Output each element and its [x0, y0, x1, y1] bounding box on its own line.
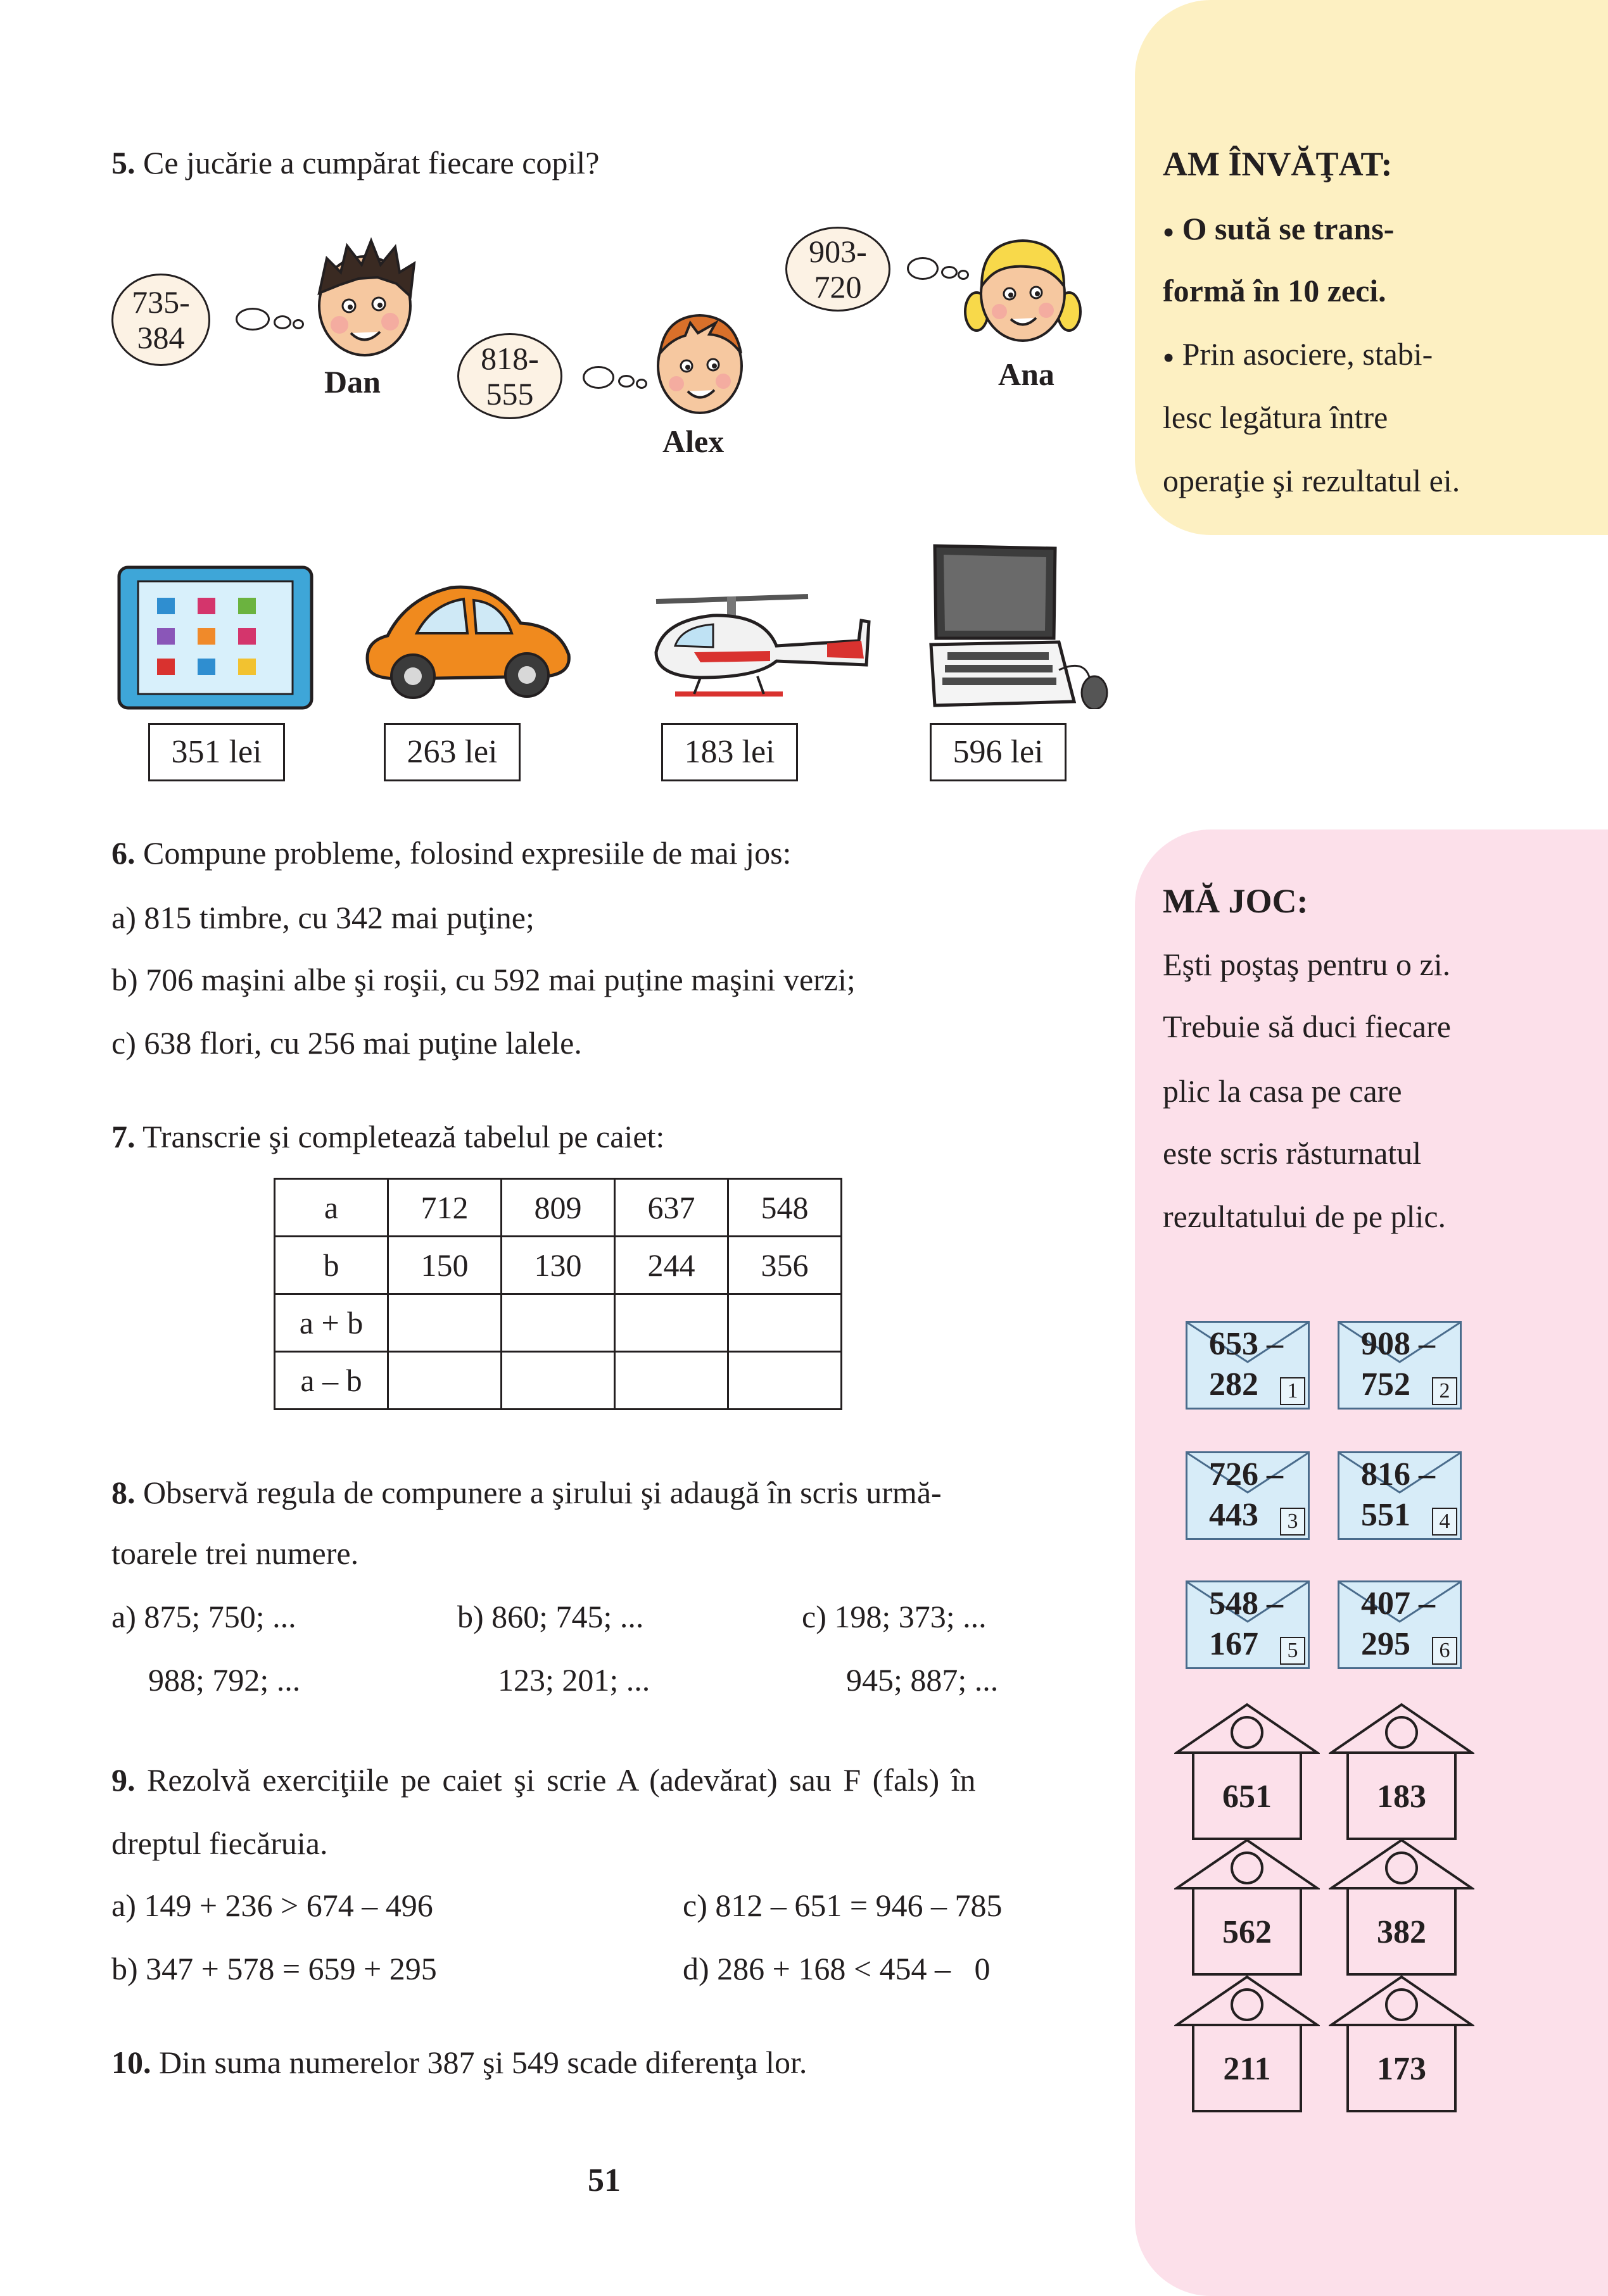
- learned-item-1-line-1: [1163, 213, 1394, 244]
- envelope-top: 653 –: [1209, 1326, 1283, 1362]
- table-cell: 244: [615, 1237, 728, 1294]
- exercise-number: 8.: [111, 1475, 136, 1510]
- table-row: [275, 1294, 842, 1352]
- table-cell: 548: [728, 1179, 842, 1237]
- house-number: 382: [1377, 1914, 1426, 1950]
- house-6[interactable]: [1329, 1974, 1474, 2114]
- table-row: [275, 1237, 842, 1294]
- exercise-5-heading: [111, 147, 599, 179]
- envelope-top: 548 –: [1209, 1586, 1283, 1622]
- learned-panel: [1135, 0, 1608, 535]
- envelope-top: 816 –: [1361, 1456, 1435, 1492]
- envelope-5[interactable]: [1186, 1580, 1310, 1669]
- exercise-6-heading: [111, 837, 791, 869]
- exercise-8-c2: 945; 887; ...: [846, 1662, 999, 1698]
- exercise-text: Observă regula de compunere a şirului şi adaugă în scris urmă-: [143, 1475, 942, 1510]
- exercise-7-heading: [111, 1121, 664, 1152]
- envelope-number: 2: [1432, 1377, 1457, 1405]
- exercise-8-b1: b) 860; 745; ...: [457, 1599, 644, 1634]
- girl-ana-icon: [963, 223, 1083, 350]
- exercise-9-d: d) 286 + 168 < 454 – 0: [683, 1951, 991, 1986]
- exercise-number: 7.: [111, 1119, 136, 1154]
- learned-item-1-line-2: formă în 10 zeci.: [1163, 273, 1386, 308]
- table-cell: [615, 1294, 728, 1352]
- boy-dan-icon: [301, 233, 428, 360]
- exercise-8-heading: [111, 1477, 942, 1508]
- learned-item-2-line-3: operaţie şi rezultatul ei.: [1163, 463, 1460, 498]
- envelope-6[interactable]: [1338, 1580, 1462, 1669]
- bubble-line: 720: [814, 269, 862, 305]
- table-cell: [388, 1294, 502, 1352]
- exercise-number: 9.: [111, 1762, 136, 1798]
- table-cell: 712: [388, 1179, 502, 1237]
- game-line: Eşti poştaş pentru o zi.: [1163, 947, 1451, 982]
- exercise-9-text-line-2: dreptul fiecăruia.: [111, 1826, 328, 1861]
- exercise-9-a: a) 149 + 236 > 674 – 496: [111, 1888, 433, 1923]
- learned-title: AM ÎNVĂŢAT:: [1163, 145, 1393, 183]
- price-box: 263 lei: [384, 723, 521, 781]
- table-cell: [502, 1352, 615, 1410]
- exercise-8-b2: 123; 201; ...: [498, 1662, 650, 1698]
- thought-bubble-alex: [457, 333, 562, 419]
- house-5[interactable]: [1174, 1974, 1320, 2114]
- table-cell: [502, 1294, 615, 1352]
- bubble-dot: [618, 375, 635, 388]
- house-number: 211: [1223, 2051, 1271, 2087]
- envelope-bottom: 295: [1361, 1626, 1410, 1662]
- table-cell: [615, 1352, 728, 1410]
- game-line: rezultatului de pe plic.: [1163, 1199, 1447, 1234]
- exercise-8-a2: 988; 792; ...: [148, 1662, 301, 1698]
- bubble-line: 555: [486, 376, 534, 412]
- bubble-dot: [274, 315, 291, 329]
- table-cell: 150: [388, 1237, 502, 1294]
- house-icon: [1174, 1974, 1320, 2114]
- price-box: 596 lei: [930, 723, 1067, 781]
- boy-alex-icon: [646, 298, 754, 418]
- bubble-dot: [941, 266, 958, 279]
- thought-bubble-ana: [785, 227, 890, 312]
- envelope-2[interactable]: [1338, 1321, 1462, 1410]
- house-3[interactable]: [1174, 1838, 1320, 1977]
- table-cell: [388, 1352, 502, 1410]
- bubble-line: 818-: [481, 341, 539, 376]
- table-cell: [728, 1352, 842, 1410]
- learned-text: Prin asociere, stabi-: [1182, 336, 1433, 372]
- house-4[interactable]: [1329, 1838, 1474, 1977]
- house-icon: [1329, 1974, 1474, 2114]
- tablet-icon: [117, 565, 314, 710]
- exercise-9-c: c) 812 – 651 = 946 – 785: [683, 1888, 1003, 1923]
- learned-item-2-line-1: [1163, 338, 1433, 370]
- envelope-top: 726 –: [1209, 1456, 1283, 1492]
- bubble-dot: [583, 366, 614, 389]
- price-box: 351 lei: [148, 723, 285, 781]
- exercise-text: Ce jucărie a cumpărat fiecare copil?: [143, 145, 600, 180]
- envelope-3[interactable]: [1186, 1451, 1310, 1540]
- house-number: 183: [1377, 1779, 1426, 1815]
- game-line: este scris răsturnatul: [1163, 1135, 1422, 1171]
- exercise-9-heading: [111, 1764, 976, 1796]
- table-row: [275, 1179, 842, 1237]
- exercise-6-b: b) 706 maşini albe şi roşii, cu 592 mai puţine maşini verzi;: [111, 962, 856, 997]
- exercise-8-c1: c) 198; 373; ...: [802, 1599, 987, 1634]
- game-title: MĂ JOC:: [1163, 882, 1308, 920]
- child-name-dan: Dan: [324, 364, 381, 400]
- envelope-bottom: 443: [1209, 1497, 1258, 1533]
- house-2[interactable]: [1329, 1702, 1474, 1841]
- house-icon: [1174, 1838, 1320, 1977]
- envelope-1[interactable]: [1186, 1321, 1310, 1410]
- page-number: 51: [588, 2162, 621, 2198]
- table-cell: 130: [502, 1237, 615, 1294]
- exercise-text: Compune probleme, folosind expresiile de mai jos:: [143, 835, 792, 871]
- bubble-dot: [907, 257, 939, 280]
- toy-car-icon: [356, 572, 579, 705]
- exercise-6-c: c) 638 flori, cu 256 mai puţine lalele.: [111, 1025, 582, 1061]
- envelope-number: 4: [1432, 1508, 1457, 1536]
- envelope-bottom: 282: [1209, 1366, 1258, 1403]
- table-row: [275, 1352, 842, 1410]
- game-line: plic la casa pe care: [1163, 1073, 1402, 1109]
- house-number: 173: [1377, 2051, 1426, 2087]
- bullet-icon: ●: [1163, 346, 1175, 368]
- bullet-icon: ●: [1163, 221, 1175, 243]
- exercise-8-a1: a) 875; 750; ...: [111, 1599, 296, 1634]
- house-icon: [1329, 1702, 1474, 1841]
- envelope-number: 1: [1280, 1377, 1305, 1405]
- exercise-8-text-line-2: toarele trei numere.: [111, 1536, 359, 1571]
- envelope-bottom: 551: [1361, 1497, 1410, 1533]
- envelope-bottom: 167: [1209, 1626, 1258, 1662]
- learned-item-2-line-2: lesc legătura între: [1163, 400, 1388, 435]
- exercise-number: 5.: [111, 145, 136, 180]
- table-cell: b: [275, 1237, 388, 1294]
- exercise-text: Transcrie şi completează tabelul pe caiet:: [142, 1119, 665, 1154]
- child-name-alex: Alex: [662, 424, 725, 459]
- envelope-4[interactable]: [1338, 1451, 1462, 1540]
- exercise-text: Rezolvă exerciţiile pe caiet şi scrie A (adevărat) sau F (fals) în: [147, 1762, 976, 1798]
- house-number: 651: [1222, 1779, 1272, 1815]
- bubble-line: 903-: [809, 234, 867, 269]
- bubble-line: 735-: [132, 284, 190, 320]
- table-cell: 356: [728, 1237, 842, 1294]
- house-icon: [1329, 1838, 1474, 1977]
- envelope-number: 5: [1280, 1637, 1305, 1665]
- price-box: 183 lei: [661, 723, 798, 781]
- envelope-number: 3: [1280, 1508, 1305, 1536]
- envelope-bottom: 752: [1361, 1366, 1410, 1403]
- exercise-7-table: [274, 1178, 842, 1410]
- table-cell: 809: [502, 1179, 615, 1237]
- exercise-10-heading: [111, 2047, 807, 2078]
- bubble-line: 384: [137, 320, 185, 355]
- envelope-top: 908 –: [1361, 1326, 1435, 1362]
- laptop-icon: [928, 543, 1112, 709]
- thought-bubble-dan: [111, 274, 210, 366]
- table-cell: a – b: [275, 1352, 388, 1410]
- helicopter-icon: [618, 583, 871, 703]
- house-icon: [1174, 1702, 1320, 1841]
- bubble-dot: [236, 308, 270, 331]
- table-cell: a: [275, 1179, 388, 1237]
- envelope-number: 6: [1432, 1637, 1457, 1665]
- table-cell: [728, 1294, 842, 1352]
- exercise-text: Din suma numerelor 387 şi 549 scade diferenţa lor.: [159, 2045, 807, 2080]
- exercise-number: 10.: [111, 2045, 151, 2080]
- house-1[interactable]: [1174, 1702, 1320, 1841]
- exercise-9-b: b) 347 + 578 = 659 + 295: [111, 1951, 437, 1986]
- house-number: 562: [1222, 1914, 1272, 1950]
- table-cell: 637: [615, 1179, 728, 1237]
- learned-text: O sută se trans-: [1182, 211, 1395, 246]
- envelope-top: 407 –: [1361, 1586, 1435, 1622]
- table-cell: a + b: [275, 1294, 388, 1352]
- exercise-number: 6.: [111, 835, 136, 871]
- game-line: Trebuie să duci fiecare: [1163, 1009, 1451, 1044]
- exercise-6-a: a) 815 timbre, cu 342 mai puţine;: [111, 900, 535, 935]
- child-name-ana: Ana: [998, 356, 1054, 392]
